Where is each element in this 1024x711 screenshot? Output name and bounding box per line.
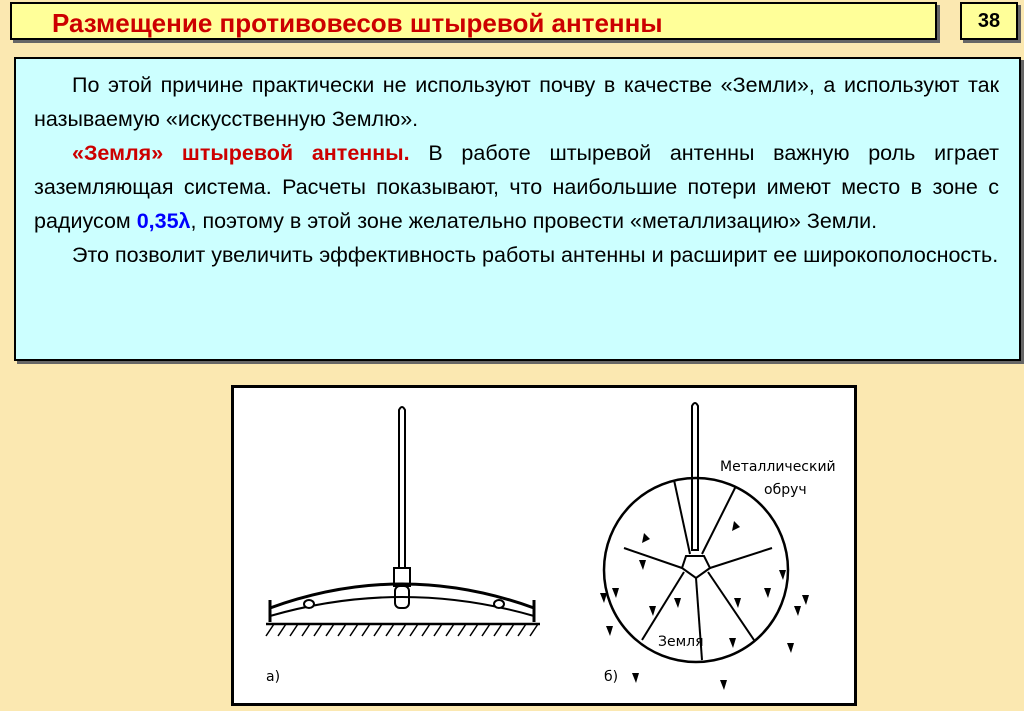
label-hoop-2: обруч xyxy=(764,482,807,498)
diagram-a xyxy=(266,407,540,636)
ground-heading: «Земля» штыревой антенны. xyxy=(72,141,410,165)
radius-value: 0,35λ xyxy=(136,209,191,233)
paragraph-1: По этой причине практически не используют почву в качестве «Земли», а используют так называемую «искусственную Землю». xyxy=(34,73,999,131)
paragraph-2-text-b: , поэтому в этой зоне желательно провести «металлизацию» Земли. xyxy=(190,209,878,233)
paragraph-2 xyxy=(34,136,999,238)
page-number: 38 xyxy=(960,2,1018,40)
label-hoop: Металлический xyxy=(720,459,836,475)
paragraph-2-text-a: В работе штыревой антенны важную роль играет заземляющая система. Расчеты показывают, что наибольшие потери имеют место в зоне с радиусом xyxy=(34,141,999,233)
antenna-diagram xyxy=(234,388,854,703)
slide-title: Размещение противовесов штыревой антенны xyxy=(52,8,663,38)
label-a: а) xyxy=(266,669,281,685)
antenna-figure xyxy=(231,385,857,706)
label-b: б) xyxy=(604,669,619,685)
diagram-b xyxy=(604,403,788,662)
ground-marks xyxy=(600,521,809,690)
text-panel xyxy=(14,57,1021,361)
paragraph-3: Это позволит увеличить эффективность работы антенны и расширит ее широкополосность. xyxy=(72,243,999,267)
title-bar xyxy=(10,2,937,40)
label-ground: Земля xyxy=(658,634,704,650)
